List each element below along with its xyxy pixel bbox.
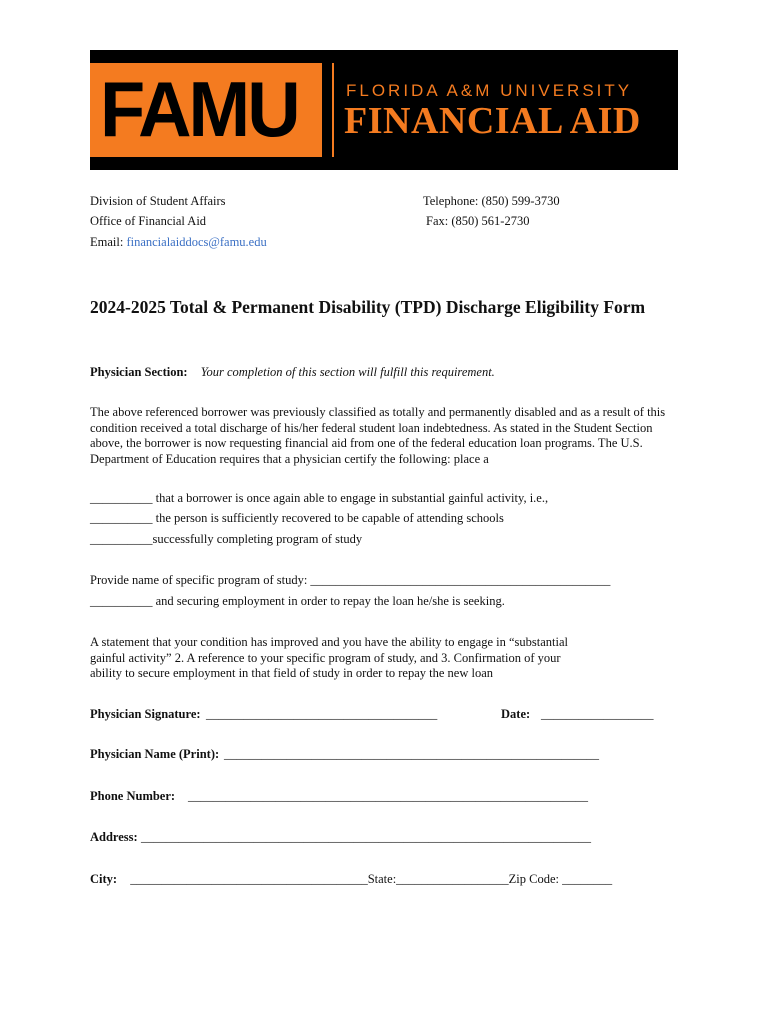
date-label: Date:	[501, 707, 531, 721]
city-state-zip-line	[90, 873, 612, 886]
physician-name-label: Physician Name (Print):	[90, 747, 220, 761]
zip-field[interactable]: ________	[562, 872, 613, 886]
famu-logo	[90, 63, 322, 157]
phone-number-label: Phone Number:	[90, 789, 176, 803]
email-label: Email:	[90, 235, 127, 249]
statement-paragraph: A statement that your condition has improved and you have the ability to engage in “substantial gainful activity” 2. A reference to your specific program of study, and 3. Confirmation of your ability to secure employment in that field of study in order to repay the new loan	[90, 635, 569, 680]
logo-text: FAMU	[100, 65, 298, 153]
banner-divider	[332, 63, 334, 157]
city-label: City:	[90, 872, 118, 886]
section-label: Physician Section:	[90, 365, 188, 379]
office-name: FINANCIAL AID	[344, 100, 641, 142]
state-label: State:	[367, 872, 397, 886]
address-field[interactable]: ________________________________________________________________________	[141, 830, 591, 844]
state-field[interactable]: __________________	[396, 872, 509, 886]
checklist-item-completing-program[interactable]: __________successfully completing program of study	[90, 532, 363, 546]
division-text: Division of Student Affairs	[90, 194, 226, 208]
zip-label: Zip Code:	[508, 872, 560, 886]
intro-paragraph: The above referenced borrower was previously classified as totally and permanently disabled and as a result of this condition received a total discharge of his/her federal student loan indebtedness. As stated in the Student Section above, the borrower is now requesting financial aid from one of the federal education loan programs. The U.S. Department of Education requires that a physician certify the following: place a	[90, 405, 666, 466]
address-label: Address:	[90, 830, 138, 844]
office-text: Office of Financial Aid	[90, 214, 207, 228]
form-title: 2024-2025 Total & Permanent Disability (TPD) Discharge Eligibility Form	[90, 297, 646, 317]
signature-label: Physician Signature:	[90, 707, 201, 721]
email-link[interactable]: financialaiddocs@famu.edu	[126, 235, 267, 249]
employment-line[interactable]: __________ and securing employment in order to repay the loan he/she is seeking.	[90, 594, 505, 608]
physician-section-heading	[90, 366, 495, 379]
physician-name-field[interactable]: ____________________________________________________________	[224, 747, 599, 761]
header-banner	[90, 50, 678, 170]
email-line	[90, 236, 267, 249]
signature-field[interactable]: _____________________________________	[206, 707, 438, 721]
program-of-study-field[interactable]: Provide name of specific program of study: ________________________________________________	[90, 573, 611, 587]
city-field[interactable]: ______________________________________	[130, 872, 368, 886]
university-name: FLORIDA A&M UNIVERSITY	[346, 81, 633, 100]
phone-number-field[interactable]: ________________________________________________________________	[188, 789, 588, 803]
fax-text: Fax: (850) 561-2730	[426, 214, 530, 228]
section-note: Your completion of this section will fulfill this requirement.	[200, 365, 495, 379]
checklist-item-gainful-activity[interactable]: __________ that a borrower is once again able to engage in substantial gainful activity, i.e.,	[90, 491, 549, 505]
checklist-item-recovered[interactable]: __________ the person is sufficiently recovered to be capable of attending schools	[90, 511, 504, 525]
telephone-text: Telephone: (850) 599-3730	[423, 194, 560, 208]
date-field[interactable]: __________________	[541, 707, 654, 721]
